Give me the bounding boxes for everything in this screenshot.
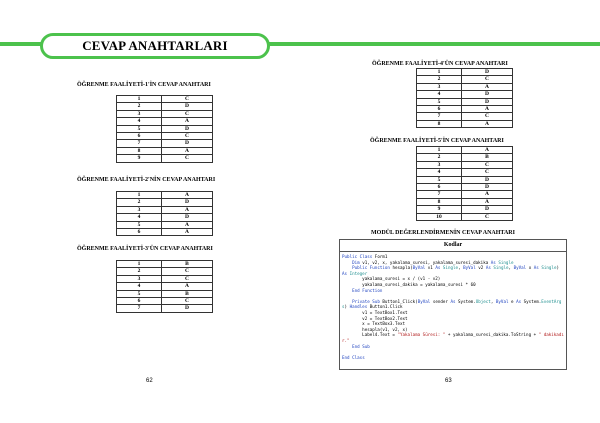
table-row xyxy=(117,199,213,206)
answer-letter: C xyxy=(462,161,513,168)
code-line: Private Sub Button1_Click(ByVal sender As System.Object, ByVal e As System.EventArgs) Handles Button1.Click xyxy=(342,298,562,310)
table-row xyxy=(417,154,513,161)
table-row xyxy=(117,133,213,140)
question-number: 5 xyxy=(417,98,462,105)
code-line: Dim v1, v2, x, yakalama_suresi, yakalama_suresi_dakika As Single xyxy=(352,259,514,265)
answer-letter: A xyxy=(162,147,213,154)
question-number: 2 xyxy=(117,199,162,206)
table-row xyxy=(417,98,513,105)
code-line: yakalama_suresi = x / (v1 - v2) xyxy=(342,276,441,282)
table-row xyxy=(117,290,213,297)
page-number-right: 63 xyxy=(445,378,452,384)
code-line: End Function xyxy=(352,287,383,293)
code-line: v1 = TextBox1.Text xyxy=(342,309,408,315)
table-row xyxy=(417,213,513,220)
question-number: 10 xyxy=(417,213,462,220)
answer-letter: C xyxy=(162,96,213,103)
table-row xyxy=(117,298,213,305)
question-number: 9 xyxy=(417,206,462,213)
code-line: hesapla(v1, v2, x) xyxy=(342,326,408,332)
table-row xyxy=(117,221,213,228)
table-row xyxy=(417,206,513,213)
section-title-4: ÖĞRENME FAALİYETİ-4'ÜN CEVAP ANAHTARI xyxy=(372,61,508,67)
answer-letter: C xyxy=(462,76,513,83)
question-number: 6 xyxy=(117,298,162,305)
question-number: 9 xyxy=(117,155,162,162)
answer-letter: C xyxy=(162,298,213,305)
question-number: 7 xyxy=(117,140,162,147)
answer-letter: D xyxy=(462,98,513,105)
answer-letter: D xyxy=(462,206,513,213)
table-row xyxy=(417,161,513,168)
banner xyxy=(40,33,270,59)
answer-letter: A xyxy=(162,283,213,290)
question-number: 1 xyxy=(417,147,462,154)
answer-letter: D xyxy=(162,214,213,221)
table-row xyxy=(417,198,513,205)
question-number: 1 xyxy=(117,96,162,103)
question-number: 1 xyxy=(417,69,462,76)
table-row xyxy=(417,106,513,113)
question-number: 7 xyxy=(417,113,462,120)
answer-letter: A xyxy=(462,83,513,90)
answer-table-4 xyxy=(416,68,513,128)
table-row xyxy=(417,169,513,176)
answer-letter: C xyxy=(162,268,213,275)
question-number: 5 xyxy=(417,176,462,183)
answer-letter: C xyxy=(162,110,213,117)
answer-letter: A xyxy=(462,198,513,205)
module-title: MODÜL DEĞERLENDİRMENİN CEVAP ANAHTARI xyxy=(371,230,515,236)
answer-letter: A xyxy=(462,191,513,198)
section-title-1: ÖĞRENME FAALİYETİ-1'İN CEVAP ANAHTARI xyxy=(77,82,211,88)
answer-letter: B xyxy=(462,154,513,161)
answer-letter: C xyxy=(162,275,213,282)
answer-letter: C xyxy=(462,213,513,220)
question-number: 6 xyxy=(117,133,162,140)
code-line: x = TextBox3.Text xyxy=(342,321,406,327)
answer-letter: D xyxy=(162,125,213,132)
question-number: 8 xyxy=(117,147,162,154)
section-title-2: ÖĞRENME FAALİYETİ-2'NİN CEVAP ANAHTARI xyxy=(77,177,216,183)
answer-letter: A xyxy=(162,206,213,213)
answer-letter: D xyxy=(162,103,213,110)
table-row xyxy=(117,103,213,110)
code-line: Public Class Form1 xyxy=(342,254,388,259)
answer-letter: D xyxy=(462,176,513,183)
table-row xyxy=(117,229,213,236)
question-number: 4 xyxy=(117,118,162,125)
table-row xyxy=(117,140,213,147)
question-number: 5 xyxy=(117,125,162,132)
table-row xyxy=(117,192,213,199)
code-line: Label4.Text = "Yakalama Süresi: " + yakalama_suresi_dakika.ToString + " dakikadır." xyxy=(342,332,564,343)
answer-letter: A xyxy=(162,221,213,228)
question-number: 4 xyxy=(417,91,462,98)
table-row xyxy=(417,69,513,76)
question-number: 4 xyxy=(117,214,162,221)
question-number: 3 xyxy=(117,206,162,213)
table-row xyxy=(417,120,513,127)
answer-letter: D xyxy=(462,91,513,98)
table-row xyxy=(117,155,213,162)
answer-letter: D xyxy=(462,184,513,191)
answer-letter: D xyxy=(162,199,213,206)
answer-table-5 xyxy=(416,146,513,221)
question-number: 2 xyxy=(417,154,462,161)
table-row xyxy=(417,147,513,154)
answer-letter: A xyxy=(162,118,213,125)
answer-letter: D xyxy=(162,140,213,147)
question-number: 1 xyxy=(117,261,162,268)
table-row xyxy=(117,118,213,125)
table-row xyxy=(417,191,513,198)
question-number: 4 xyxy=(117,283,162,290)
answer-table-2 xyxy=(116,191,213,236)
table-row xyxy=(117,147,213,154)
table-row xyxy=(117,110,213,117)
question-number: 3 xyxy=(117,110,162,117)
answer-letter: C xyxy=(462,113,513,120)
answer-letter: A xyxy=(462,106,513,113)
page-title: CEVAP ANAHTARLARI xyxy=(82,38,228,53)
question-number: 8 xyxy=(417,198,462,205)
code-line: v2 = TextBox2.Text xyxy=(342,315,408,321)
question-number: 5 xyxy=(117,221,162,228)
question-number: 4 xyxy=(417,169,462,176)
question-number: 2 xyxy=(117,103,162,110)
code-box xyxy=(339,239,567,370)
table-row xyxy=(117,206,213,213)
question-number: 5 xyxy=(117,290,162,297)
table-row xyxy=(417,91,513,98)
answer-letter: A xyxy=(162,192,213,199)
table-row xyxy=(117,305,213,312)
answer-letter: B xyxy=(162,290,213,297)
question-number: 1 xyxy=(117,192,162,199)
question-number: 8 xyxy=(417,120,462,127)
table-row xyxy=(417,83,513,90)
code-line: End Sub xyxy=(352,343,370,349)
answer-letter: C xyxy=(162,155,213,162)
answer-letter: A xyxy=(162,229,213,236)
page-number-left: 62 xyxy=(146,378,153,384)
question-number: 6 xyxy=(417,184,462,191)
answer-letter: D xyxy=(162,305,213,312)
table-row xyxy=(117,268,213,275)
answer-letter: B xyxy=(162,261,213,268)
answer-letter: C xyxy=(462,169,513,176)
answer-letter: C xyxy=(162,133,213,140)
code-line: End Class xyxy=(342,354,365,360)
code-header: Kodlar xyxy=(340,240,566,252)
answer-letter: D xyxy=(462,69,513,76)
answer-table-3 xyxy=(116,260,213,313)
question-number: 7 xyxy=(417,191,462,198)
table-row xyxy=(117,214,213,221)
table-row xyxy=(417,176,513,183)
question-number: 7 xyxy=(117,305,162,312)
table-row xyxy=(117,275,213,282)
question-number: 6 xyxy=(117,229,162,236)
table-row xyxy=(117,125,213,132)
answer-table-1 xyxy=(116,95,213,163)
answer-letter: A xyxy=(462,147,513,154)
question-number: 3 xyxy=(417,161,462,168)
table-row xyxy=(117,261,213,268)
code-line: yakalama_suresi_dakika = yakalama_suresi * 60 xyxy=(342,281,476,287)
table-row xyxy=(417,76,513,83)
section-title-5: ÖĞRENME FAALİYETİ-5'İN CEVAP ANAHTARI xyxy=(370,138,504,144)
question-number: 3 xyxy=(417,83,462,90)
table-row xyxy=(117,96,213,103)
table-row xyxy=(117,283,213,290)
banner-line-left xyxy=(0,42,42,46)
code-line: Public Function hesapla(ByVal v1 As Single, ByVal v2 As Single, ByVal x As Single) As Integer xyxy=(342,265,562,276)
banner-line-right xyxy=(268,42,600,46)
question-number: 2 xyxy=(117,268,162,275)
answer-letter: A xyxy=(462,120,513,127)
table-row xyxy=(417,113,513,120)
question-number: 3 xyxy=(117,275,162,282)
question-number: 6 xyxy=(417,106,462,113)
section-title-3: ÖĞRENME FAALİYETİ-3'ÜN CEVAP ANAHTARI xyxy=(77,246,213,252)
code-body xyxy=(340,252,566,362)
table-row xyxy=(417,184,513,191)
question-number: 2 xyxy=(417,76,462,83)
